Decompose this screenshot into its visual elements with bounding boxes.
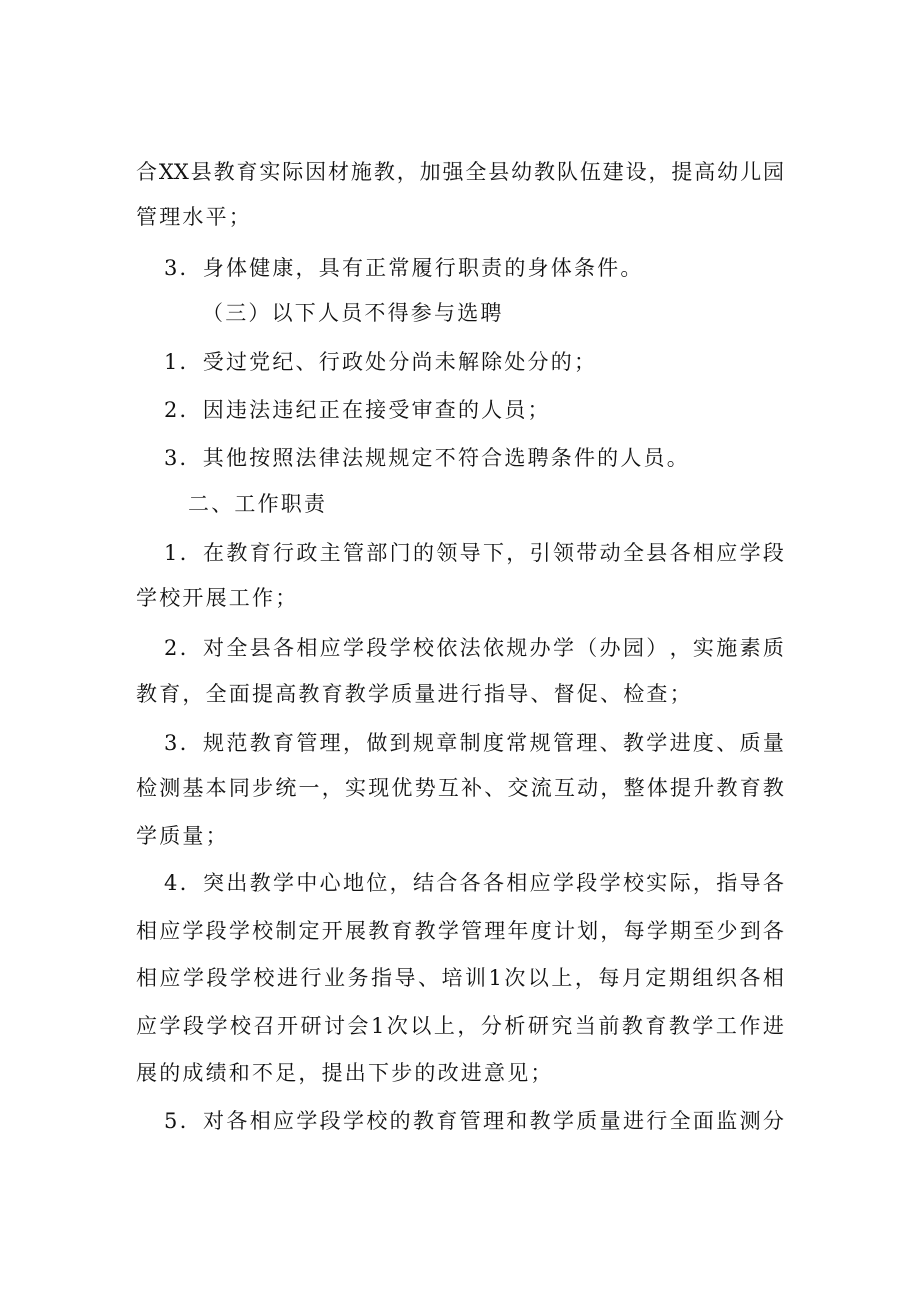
text-line: 学校开展工作； xyxy=(136,586,299,610)
text-line: 5 ． 对 各 相 应 学 段 学 校 的 教 育 管 理 和 教 学 质 量 进 行 全 面 监 测 分 xyxy=(164,1109,784,1133)
section-heading: （三）以下人员不得参与选聘 xyxy=(202,301,504,325)
section-heading: 二、工作职责 xyxy=(188,492,328,516)
text-line: 合 XX 县 教 育 实 际 因 材 施 教 ， 加 强 全 县 幼 教 队 伍 建 设 ， 提 高 幼 儿 园 xyxy=(136,160,784,184)
text-line: 1 ． 在 教 育 行 政 主 管 部 门 的 领 导 下 ， 引 领 带 动 全 县 各 相 应 学 段 xyxy=(164,541,784,565)
text-line: 2 ． 对 全 县 各 相 应 学 段 学 校 依 法 依 规 办 学 （ 办 园 ） ， 实 施 素 质 xyxy=(164,636,784,660)
text-line: 2．因违法违纪正在接受审查的人员； xyxy=(164,398,551,422)
text-line: 展的成绩和不足，提出下步的改进意见； xyxy=(136,1061,554,1085)
text-line: 学质量； xyxy=(136,824,229,848)
text-line: 3 ． 规 范 教 育 管 理 ， 做 到 规 章 制 度 常 规 管 理 、 教 学 进 度 、 质 量 xyxy=(164,731,784,755)
text-line: 4 ． 突 出 教 学 中 心 地 位 ， 结 合 各 各 相 应 学 段 学 校 实 际 ， 指 导 各 xyxy=(164,871,784,895)
text-line: 3．身体健康，具有正常履行职责的身体条件。 xyxy=(164,256,644,280)
text-line: 教育，全面提高教育教学质量进行指导、督促、检查； xyxy=(136,682,693,706)
text-line: 相 应 学 段 学 校 制 定 开 展 教 育 教 学 管 理 年 度 计 划 ， 每 学 期 至 少 到 各 xyxy=(136,919,784,943)
text-line: 3．其他按照法律法规规定不符合选聘条件的人员。 xyxy=(164,446,690,470)
text-line: 应 学 段 学 校 召 开 研 讨 会 1 次 以 上 ， 分 析 研 究 当 前 教 育 教 学 工 作 进 xyxy=(136,1014,784,1038)
text-line: 管理水平； xyxy=(136,205,252,229)
text-line: 检 测 基 本 同 步 统 一 ， 实 现 优 势 互 补 、 交 流 互 动 ， 整 体 提 升 教 育 教 xyxy=(136,776,784,800)
text-line: 1．受过党纪、行政处分尚未解除处分的； xyxy=(164,350,598,374)
text-line: 相 应 学 段 学 校 进 行 业 务 指 导 、 培 训 1 次 以 上 ， 每 月 定 期 组 织 各 相 xyxy=(136,966,784,990)
